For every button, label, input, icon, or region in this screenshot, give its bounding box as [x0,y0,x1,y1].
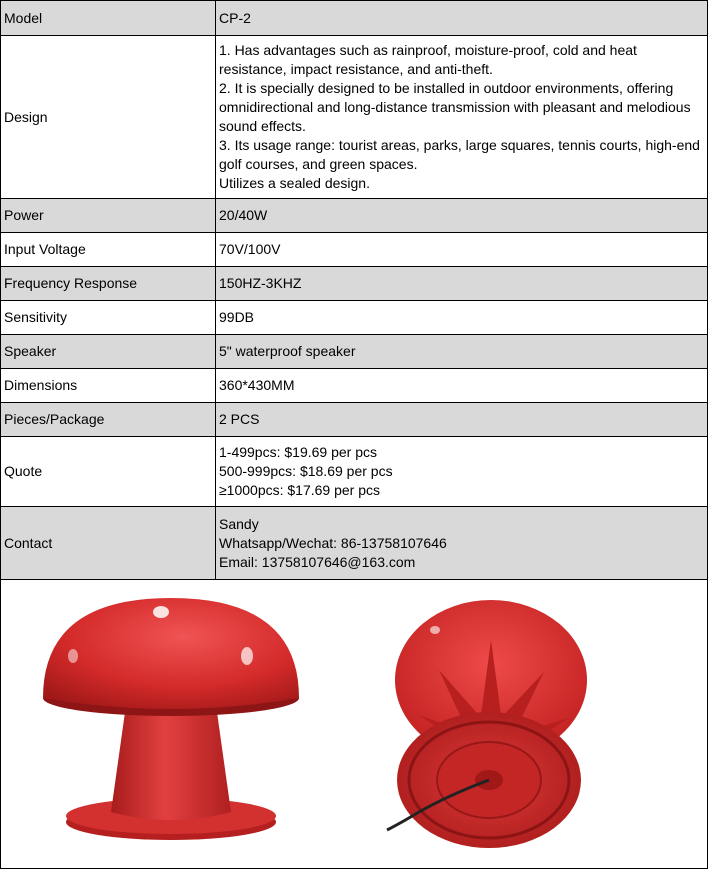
row-value: 360*430MM [216,369,708,403]
row-value: 2 PCS [216,403,708,437]
row-label: Power [1,199,216,233]
row-model [1,1,708,36]
row-label: Sensitivity [1,301,216,335]
row-power [1,199,708,233]
row-contact [1,507,708,580]
product-photos [0,580,708,869]
row-value: 1-499pcs: $19.69 per pcs 500-999pcs: $18.69 per pcs ≥1000pcs: $17.69 per pcs [216,437,708,507]
row-input-voltage [1,233,708,267]
row-value: 99DB [216,301,708,335]
row-value: 150HZ-3KHZ [216,267,708,301]
row-label: Dimensions [1,369,216,403]
row-label: Frequency Response [1,267,216,301]
row-sensitivity [1,301,708,335]
row-quote [1,437,708,507]
row-label: Input Voltage [1,233,216,267]
row-value: 70V/100V [216,233,708,267]
row-value: 20/40W [216,199,708,233]
row-speaker [1,335,708,369]
speaker-underside-view-image [379,580,599,868]
row-label: Quote [1,437,216,507]
row-label: Design [1,36,216,199]
row-label: Pieces/Package [1,403,216,437]
row-value: 1. Has advantages such as rainproof, moisture-proof, cold and heat resistance, impact resistance, and anti-theft. 2. It is specially designed to be installed in outdoor environments, offering omnidirectional and long-distance transmission with pleasant and melodious sound effects. 3. Its usage range: tourist areas, parks, large squares, tennis courts, high-end golf courses, and green spaces. Utilizes a sealed design. [216,36,708,199]
row-value: Sandy Whatsapp/Wechat: 86-13758107646 Email: 13758107646@163.com [216,507,708,580]
row-design [1,36,708,199]
row-dimensions [1,369,708,403]
speaker-side-view-image [31,580,331,868]
row-label: Contact [1,507,216,580]
row-label: Speaker [1,335,216,369]
row-value: 5" waterproof speaker [216,335,708,369]
row-pieces-package [1,403,708,437]
row-label: Model [1,1,216,36]
row-frequency-response [1,267,708,301]
row-value: CP-2 [216,1,708,36]
